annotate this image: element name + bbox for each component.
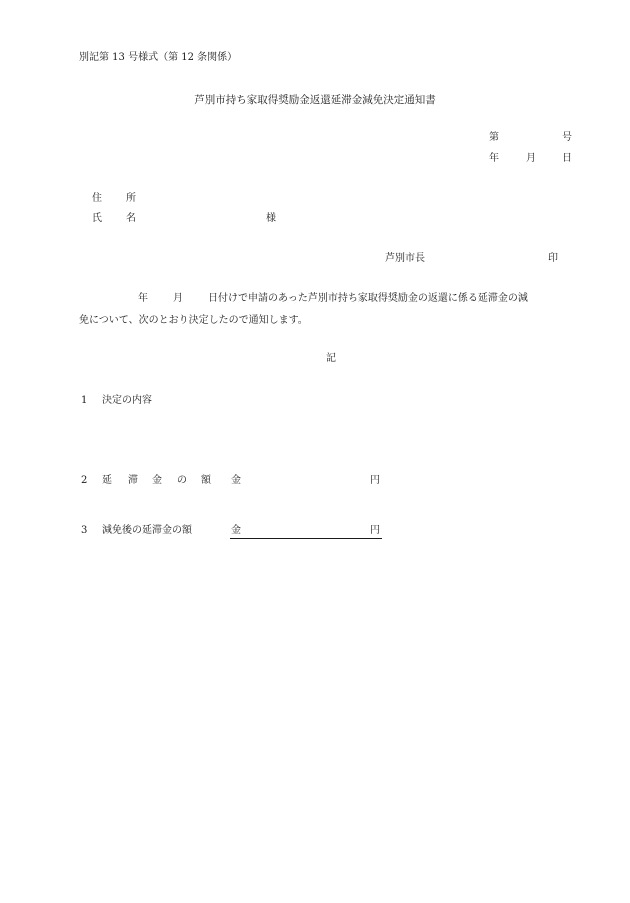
item-3-kin: 金 bbox=[231, 525, 241, 536]
form-number: 別記第 13 号様式（第 12 条関係） bbox=[79, 52, 238, 63]
date-year-label: 年 bbox=[489, 153, 499, 164]
item-1-number: 1 bbox=[81, 395, 88, 406]
body-line-2: 免について、次のとおり決定したので通知します。 bbox=[79, 315, 308, 326]
item-2-number: 2 bbox=[81, 475, 88, 486]
address-label-char-2: 所 bbox=[126, 193, 136, 204]
item-2-label-char-2: 滞 bbox=[128, 475, 138, 486]
doc-number-suffix: 号 bbox=[562, 132, 572, 143]
name-label-char-1: 氏 bbox=[92, 213, 102, 224]
item-2-label-char-3: 金 bbox=[152, 475, 162, 486]
address-label-char-1: 住 bbox=[92, 193, 102, 204]
body-line-1: 日付けで申請のあった芦別市持ち家取得奨励金の返還に係る延滞金の減 bbox=[208, 293, 528, 304]
item-3-yen: 円 bbox=[370, 525, 380, 536]
item-2-label-char-5: 額 bbox=[201, 475, 211, 486]
item-3-number: 3 bbox=[81, 525, 88, 536]
body-month-label: 月 bbox=[173, 293, 183, 304]
item-3-amount-underline bbox=[230, 538, 382, 539]
item-2-kin: 金 bbox=[231, 475, 241, 486]
doc-number-prefix: 第 bbox=[489, 132, 499, 143]
date-month-label: 月 bbox=[526, 153, 536, 164]
item-3-label: 減免後の延滞金の額 bbox=[102, 525, 192, 536]
date-day-label: 日 bbox=[562, 153, 572, 164]
issuer-mayor: 芦別市長 bbox=[385, 253, 425, 264]
body-year-label: 年 bbox=[138, 293, 148, 304]
item-2-label-char-4: の bbox=[177, 475, 187, 486]
item-2-yen: 円 bbox=[370, 475, 380, 486]
name-label-char-2: 名 bbox=[126, 213, 136, 224]
item-1-label: 決定の内容 bbox=[102, 395, 152, 406]
honorific-sama: 様 bbox=[266, 213, 276, 224]
item-2-label-char-1: 延 bbox=[102, 475, 112, 486]
document-title: 芦別市持ち家取得奨励金返還延滞金減免決定通知書 bbox=[194, 94, 436, 106]
ki-heading: 記 bbox=[326, 353, 336, 364]
seal-mark: 印 bbox=[548, 253, 558, 264]
